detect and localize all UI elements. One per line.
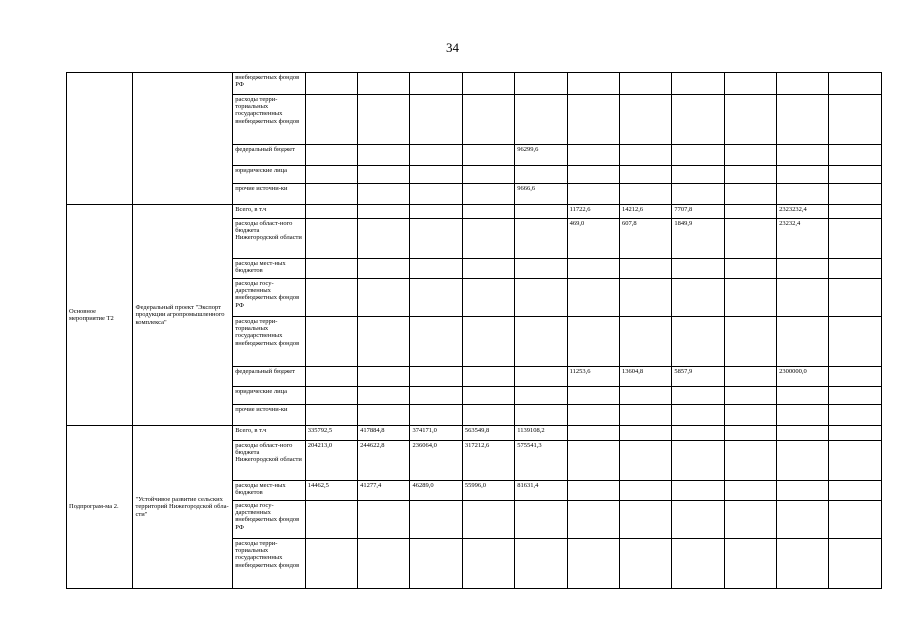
funding-source-cell: юридические лица [233,166,306,184]
value-cell [619,259,671,279]
value-cell [619,501,671,539]
value-cell [305,317,357,367]
value-cell [358,166,410,184]
program-name-cell: Подпрограм-ма 2. [67,426,133,589]
value-cell [724,501,776,539]
value-cell: 374171,0 [410,426,462,441]
value-cell [829,441,882,481]
value-cell: 2323232,4 [777,205,829,219]
value-cell [829,95,882,145]
value-cell [672,481,724,501]
value-cell [358,405,410,426]
value-cell [672,73,724,95]
value-cell: 46289,0 [410,481,462,501]
value-cell [724,205,776,219]
value-cell [777,95,829,145]
value-cell [567,279,619,317]
value-cell [619,405,671,426]
value-cell: 1139108,2 [515,426,567,441]
value-cell [619,387,671,405]
value-cell: 14462,5 [305,481,357,501]
value-cell [305,73,357,95]
value-cell: 9666,6 [515,184,567,205]
value-cell [619,145,671,166]
value-cell [829,501,882,539]
value-cell [829,317,882,367]
value-cell [619,73,671,95]
value-cell [619,481,671,501]
value-cell [410,539,462,589]
value-cell [462,184,514,205]
value-cell [829,259,882,279]
value-cell [777,501,829,539]
value-cell: 11722,6 [567,205,619,219]
value-cell [724,539,776,589]
value-cell [462,166,514,184]
funding-source-cell: расходы терри-ториальных государственных внебюджетных фондов [233,539,306,589]
value-cell [619,184,671,205]
value-cell [724,279,776,317]
value-cell [567,539,619,589]
value-cell [305,367,357,387]
value-cell [410,166,462,184]
value-cell [829,219,882,259]
funding-source-cell: Всего, в т.ч [233,205,306,219]
value-cell [777,279,829,317]
value-cell [305,279,357,317]
value-cell [462,317,514,367]
budget-table [66,72,882,589]
value-cell [515,95,567,145]
table-row [67,73,882,95]
value-cell [619,166,671,184]
value-cell [462,145,514,166]
value-cell [619,279,671,317]
value-cell [672,501,724,539]
value-cell [724,481,776,501]
funding-source-cell: внебюджетных фондов РФ [233,73,306,95]
funding-source-cell: федеральный бюджет [233,367,306,387]
value-cell [567,481,619,501]
value-cell [672,387,724,405]
value-cell [672,145,724,166]
value-cell [777,539,829,589]
value-cell [777,73,829,95]
value-cell [672,426,724,441]
value-cell [410,259,462,279]
value-cell [462,539,514,589]
project-name-cell: "Устойчивое развитие сельских территорий Нижегородской обла-сти" [133,426,233,589]
table-row [67,426,882,441]
value-cell [462,73,514,95]
value-cell: 1849,9 [672,219,724,259]
value-cell: 469,0 [567,219,619,259]
value-cell [515,405,567,426]
funding-source-cell: расходы терри-ториальных государственных внебюджетных фондов [233,95,306,145]
value-cell: 575541,3 [515,441,567,481]
value-cell [567,387,619,405]
value-cell [777,441,829,481]
value-cell [462,367,514,387]
value-cell [724,259,776,279]
value-cell: 236064,0 [410,441,462,481]
value-cell [410,95,462,145]
value-cell [724,405,776,426]
value-cell [305,205,357,219]
value-cell: 2300000,0 [777,367,829,387]
value-cell [567,166,619,184]
funding-source-cell: расходы госу-дарственных внебюджетных фондов РФ [233,501,306,539]
value-cell [515,73,567,95]
value-cell [462,205,514,219]
funding-source-cell: прочие источни-ки [233,184,306,205]
value-cell [777,166,829,184]
value-cell: 13604,8 [619,367,671,387]
value-cell: 7707,8 [672,205,724,219]
value-cell [358,219,410,259]
funding-source-cell: расходы област-ного бюджета Нижегородской области [233,219,306,259]
value-cell [829,405,882,426]
value-cell: 41277,4 [358,481,410,501]
value-cell [358,95,410,145]
value-cell [462,501,514,539]
value-cell [515,501,567,539]
value-cell [515,279,567,317]
value-cell: 563549,8 [462,426,514,441]
value-cell [358,279,410,317]
value-cell [305,539,357,589]
value-cell [567,426,619,441]
value-cell [305,184,357,205]
value-cell [358,501,410,539]
value-cell [829,205,882,219]
funding-source-cell: расходы мест-ных бюджетов [233,481,306,501]
value-cell [567,145,619,166]
value-cell [724,73,776,95]
value-cell [462,279,514,317]
value-cell [462,405,514,426]
value-cell [515,219,567,259]
value-cell [410,219,462,259]
value-cell [410,73,462,95]
page-number: 34 [446,40,459,55]
value-cell [305,219,357,259]
value-cell [829,387,882,405]
funding-source-cell: юридические лица [233,387,306,405]
value-cell [358,145,410,166]
value-cell [777,317,829,367]
value-cell [829,539,882,589]
value-cell [305,259,357,279]
value-cell [724,95,776,145]
value-cell [724,426,776,441]
value-cell [724,184,776,205]
value-cell [410,184,462,205]
program-name-cell: Основное мероприятие Т2 [67,205,133,426]
project-name-cell: Федеральный проект "Экспорт продукции агропромышленного комплекса" [133,205,233,426]
value-cell [358,539,410,589]
value-cell [724,166,776,184]
table-row [67,205,882,219]
value-cell [305,166,357,184]
funding-source-cell: расходы мест-ных бюджетов [233,259,306,279]
value-cell [410,501,462,539]
value-cell [358,259,410,279]
value-cell [619,441,671,481]
value-cell [462,95,514,145]
value-cell [724,441,776,481]
value-cell [515,259,567,279]
value-cell [358,367,410,387]
value-cell [724,317,776,367]
value-cell [358,387,410,405]
value-cell [777,184,829,205]
value-cell [410,279,462,317]
value-cell [515,205,567,219]
value-cell [619,95,671,145]
project-name-cell [133,73,233,205]
value-cell: 23232,4 [777,219,829,259]
value-cell: 11253,6 [567,367,619,387]
value-cell [672,166,724,184]
value-cell [358,184,410,205]
value-cell [515,166,567,184]
value-cell [515,539,567,589]
value-cell [829,166,882,184]
value-cell [462,259,514,279]
value-cell [619,317,671,367]
value-cell [724,145,776,166]
value-cell [829,184,882,205]
value-cell [515,367,567,387]
value-cell [567,73,619,95]
value-cell [567,317,619,367]
value-cell [777,405,829,426]
value-cell [305,405,357,426]
value-cell [724,367,776,387]
value-cell [672,539,724,589]
value-cell [672,95,724,145]
value-cell: 317212,6 [462,441,514,481]
value-cell [305,387,357,405]
value-cell [567,259,619,279]
funding-source-cell: расходы терри-ториальных государственных внебюджетных фондов [233,317,306,367]
value-cell [567,95,619,145]
value-cell [305,501,357,539]
funding-source-cell: прочие источни-ки [233,405,306,426]
value-cell [567,184,619,205]
value-cell [777,145,829,166]
value-cell [829,481,882,501]
value-cell [567,441,619,481]
funding-source-cell: федеральный бюджет [233,145,306,166]
value-cell: 335792,5 [305,426,357,441]
value-cell [829,426,882,441]
value-cell [410,367,462,387]
value-cell [410,387,462,405]
value-cell [410,317,462,367]
value-cell [305,145,357,166]
value-cell [358,317,410,367]
value-cell: 607,8 [619,219,671,259]
funding-source-cell: Всего, в т.ч [233,426,306,441]
value-cell [462,219,514,259]
value-cell [567,501,619,539]
program-name-cell [67,73,133,205]
value-cell [672,317,724,367]
value-cell [672,279,724,317]
value-cell [672,259,724,279]
value-cell [724,219,776,259]
value-cell [567,405,619,426]
value-cell [462,387,514,405]
value-cell [777,481,829,501]
value-cell [515,387,567,405]
value-cell: 96299,6 [515,145,567,166]
value-cell [777,259,829,279]
value-cell [619,539,671,589]
funding-source-cell: расходы област-ного бюджета Нижегородской области [233,441,306,481]
value-cell [358,73,410,95]
value-cell [410,405,462,426]
value-cell: 204213,0 [305,441,357,481]
value-cell [515,317,567,367]
value-cell [672,405,724,426]
value-cell [829,279,882,317]
value-cell [619,426,671,441]
value-cell: 244622,8 [358,441,410,481]
value-cell [777,426,829,441]
value-cell [829,73,882,95]
funding-source-cell: расходы госу-дарственных внебюджетных фондов РФ [233,279,306,317]
value-cell [724,387,776,405]
value-cell [777,387,829,405]
value-cell [829,145,882,166]
value-cell [829,367,882,387]
value-cell [305,95,357,145]
value-cell: 14212,6 [619,205,671,219]
value-cell [410,145,462,166]
value-cell: 81631,4 [515,481,567,501]
value-cell [672,184,724,205]
value-cell: 417884,8 [358,426,410,441]
value-cell: 5857,9 [672,367,724,387]
value-cell [358,205,410,219]
value-cell [410,205,462,219]
value-cell: 55996,0 [462,481,514,501]
value-cell [672,441,724,481]
